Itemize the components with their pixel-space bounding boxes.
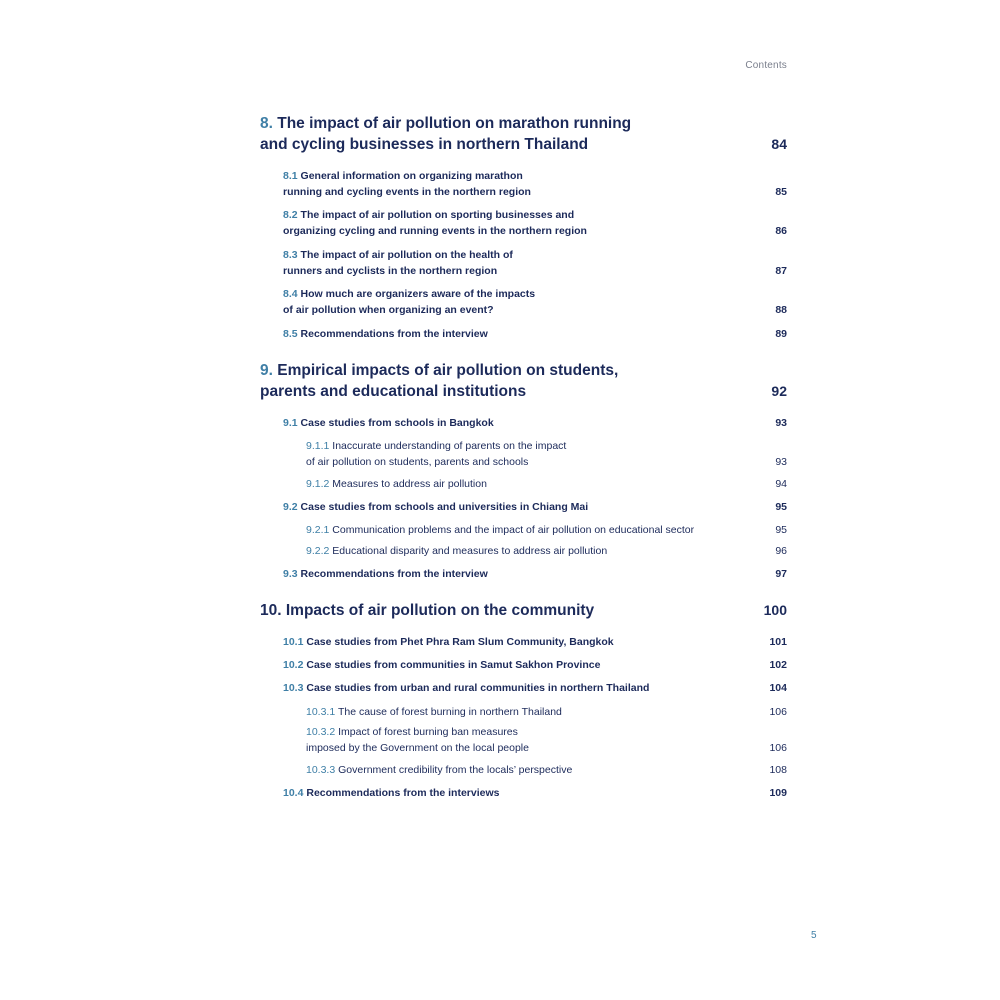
toc-entry-page: 106 (769, 742, 787, 754)
toc-entry-number: 8.3 (283, 249, 298, 261)
toc-entry-number: 10.3.1 (306, 706, 336, 718)
toc-entry-section[interactable] (260, 634, 787, 650)
toc-entry-number: 10.3.2 (306, 726, 336, 738)
toc-entry-number: 8. (260, 115, 273, 132)
toc-entry-number: 9.2.1 (306, 524, 330, 536)
toc-entry-number: 10.1 (283, 636, 304, 648)
toc-entry-subsection[interactable] (260, 762, 787, 778)
toc-entry-title: 9.1.1 Inaccurate understanding of parents on the impact of air pollution on students, parents and schools (306, 440, 567, 468)
toc-entry-title: 9.3 Recommendations from the interview (283, 568, 488, 580)
toc-entry-page: 108 (769, 764, 787, 776)
toc-entry-subsection[interactable] (260, 522, 787, 538)
running-header: Contents (745, 60, 787, 71)
toc-entry-section[interactable] (260, 566, 787, 582)
toc-entry-chapter[interactable] (260, 600, 787, 621)
toc-entry-page: 101 (769, 636, 787, 648)
toc-entry-number: 10.3.3 (306, 764, 336, 776)
toc-entry-page: 106 (769, 706, 787, 718)
toc-entry-number: 9.2.2 (306, 545, 330, 557)
toc-entry-subsection[interactable] (260, 543, 787, 559)
toc-entry-title: 9. Empirical impacts of air pollution on students, parents and educational institutions (260, 362, 619, 400)
toc-entry-subsection[interactable] (260, 476, 787, 492)
toc-entry-page: 93 (775, 417, 787, 429)
toc-entry-page: 93 (775, 456, 787, 468)
toc-entry-page: 109 (769, 787, 787, 799)
toc-entry-title: 8.4 How much are organizers aware of the impacts of air pollution when organizing an event? (283, 288, 536, 316)
toc-entry-title: 8.5 Recommendations from the interview (283, 328, 488, 340)
toc-entry-page: 96 (775, 545, 787, 557)
toc-entry-number: 10.2 (283, 659, 304, 671)
toc-entry-subsection[interactable] (260, 724, 787, 756)
toc-entry-title: 10.3.3 Government credibility from the locals’ perspective (306, 764, 573, 776)
toc-entry-page: 84 (771, 136, 787, 152)
toc-entry-title: 10.1 Case studies from Phet Phra Ram Slum Community, Bangkok (283, 636, 614, 648)
toc-entry-title: 8.3 The impact of air pollution on the health of runners and cyclists in the northern region (283, 249, 513, 277)
toc-entry-section[interactable] (260, 168, 787, 200)
toc-entry-subsection[interactable] (260, 438, 787, 470)
toc-entry-number: 9.1 (283, 417, 298, 429)
toc-entry-number: 8.4 (283, 288, 298, 300)
toc-entry-title: 9.2 Case studies from schools and universities in Chiang Mai (283, 501, 589, 513)
toc-entry-title: 9.2.1 Communication problems and the impact of air pollution on educational sector (306, 524, 695, 536)
toc-entry-number: 9. (260, 362, 273, 379)
toc-entry-chapter[interactable] (260, 360, 787, 402)
toc-entry-title: 10.3.1 The cause of forest burning in northern Thailand (306, 706, 562, 718)
toc-entry-title: 8.2 The impact of air pollution on sporting businesses and organizing cycling and running events in the northern region (283, 209, 587, 237)
toc-entry-title: 9.2.2 Educational disparity and measures to address air pollution (306, 545, 608, 557)
table-of-contents (260, 0, 787, 1000)
toc-entry-number: 9.1.2 (306, 478, 330, 490)
toc-entry-page: 92 (771, 383, 787, 399)
toc-entry-number: 10.3 (283, 682, 304, 694)
toc-entry-page: 89 (775, 328, 787, 340)
toc-entry-page: 87 (775, 265, 787, 277)
toc-entry-number: 10.4 (283, 787, 304, 799)
toc-entry-section[interactable] (260, 247, 787, 279)
toc-entry-section[interactable] (260, 415, 787, 431)
toc-entry-number: 8.1 (283, 170, 298, 182)
toc-entry-chapter[interactable] (260, 113, 787, 155)
toc-entry-page: 102 (769, 659, 787, 671)
toc-entry-number: 8.2 (283, 209, 298, 221)
toc-entry-section[interactable] (260, 499, 787, 515)
toc-entry-title: 10. Impacts of air pollution on the community (260, 602, 595, 619)
toc-entry-title: 9.1 Case studies from schools in Bangkok (283, 417, 494, 429)
toc-entry-page: 86 (775, 225, 787, 237)
toc-entry-page: 88 (775, 304, 787, 316)
toc-entry-title: 8.1 General information on organizing marathon running and cycling events in the northern region (283, 170, 531, 198)
toc-entry-number: 9.3 (283, 568, 298, 580)
toc-entry-number: 9.1.1 (306, 440, 330, 452)
toc-entry-section[interactable] (260, 657, 787, 673)
toc-entry-page: 85 (775, 186, 787, 198)
toc-entry-title: 9.1.2 Measures to address air pollution (306, 478, 487, 490)
page-number: 5 (811, 930, 817, 941)
toc-entry-page: 97 (775, 568, 787, 580)
toc-entry-title: 10.2 Case studies from communities in Samut Sakhon Province (283, 659, 601, 671)
toc-entry-section[interactable] (260, 680, 787, 696)
toc-entry-number: 8.5 (283, 328, 298, 340)
toc-entry-title: 10.3 Case studies from urban and rural communities in northern Thailand (283, 682, 650, 694)
toc-entry-title: 10.4 Recommendations from the interviews (283, 787, 500, 799)
toc-entry-page: 104 (769, 682, 787, 694)
toc-entry-subsection[interactable] (260, 704, 787, 720)
toc-entry-page: 94 (775, 478, 787, 490)
toc-entry-page: 95 (775, 524, 787, 536)
toc-entry-number: 10. (260, 602, 282, 619)
toc-entry-number: 9.2 (283, 501, 298, 513)
toc-entry-title: 10.3.2 Impact of forest burning ban measures imposed by the Government on the local people (306, 726, 529, 754)
toc-entry-page: 100 (763, 602, 787, 618)
toc-entry-title: 8. The impact of air pollution on marathon running and cycling businesses in northern Thailand (260, 115, 632, 153)
toc-entry-section[interactable] (260, 286, 787, 318)
toc-entry-section[interactable] (260, 326, 787, 342)
toc-entry-page: 95 (775, 501, 787, 513)
toc-entry-section[interactable] (260, 785, 787, 801)
toc-entry-section[interactable] (260, 207, 787, 239)
